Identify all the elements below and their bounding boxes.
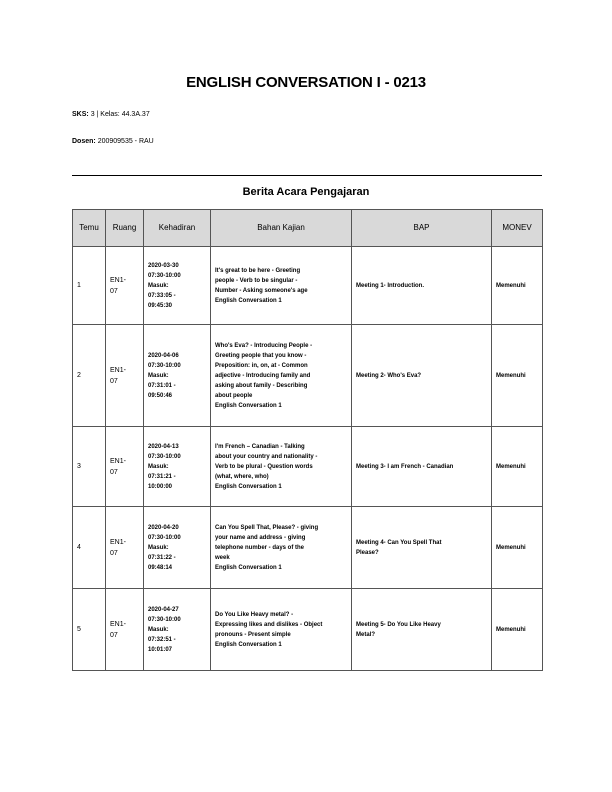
ruang-line: 07 xyxy=(110,631,118,639)
kehadiran-line: 07:30-10:00 xyxy=(148,616,181,623)
kehadiran-line: 09:50:46 xyxy=(148,392,173,399)
bahan-line: Do You Like Heavy metal? - xyxy=(215,611,294,618)
col-header-kehadiran: Kehadiran xyxy=(144,210,211,247)
table-row xyxy=(73,325,543,427)
bahan-line: English Conversation 1 xyxy=(215,402,282,409)
kehadiran-line: 2020-04-27 xyxy=(148,606,179,613)
lecturer-info xyxy=(72,138,154,145)
cell-ruang xyxy=(106,427,144,507)
bap-line: Meeting 5- Do You Like Heavy xyxy=(356,621,441,628)
bahan-line: Number - Asking someone's age xyxy=(215,287,308,294)
col-header-monev: MONEV xyxy=(492,210,543,247)
cell-bap xyxy=(352,325,492,427)
bahan-line: your name and address - giving xyxy=(215,534,306,541)
cell-bap xyxy=(352,589,492,671)
sks-value: 3 | Kelas: 44.3A.37 xyxy=(90,111,150,118)
cell-bap xyxy=(352,507,492,589)
cell-monev: Memenuhi xyxy=(492,507,543,589)
bahan-line: Preposition: in, on, at - Common xyxy=(215,362,308,369)
ruang-line: EN1- xyxy=(110,620,126,628)
bahan-line: about people xyxy=(215,392,253,399)
bap-line: Metal? xyxy=(356,631,376,638)
bap-line: Meeting 1- Introduction. xyxy=(356,282,424,289)
kehadiran-line: 07:30-10:00 xyxy=(148,362,181,369)
cell-kehadiran xyxy=(144,247,211,325)
course-title: ENGLISH CONVERSATION I - 0213 xyxy=(186,74,426,91)
ruang-line: EN1- xyxy=(110,538,126,546)
table-row xyxy=(73,507,543,589)
table-header-row xyxy=(73,210,543,247)
bahan-line: English Conversation 1 xyxy=(215,564,282,571)
cell-kehadiran xyxy=(144,589,211,671)
cell-kehadiran xyxy=(144,507,211,589)
kehadiran-line: Masuk: xyxy=(148,544,169,551)
kehadiran-line: 07:30-10:00 xyxy=(148,453,181,460)
cell-bahan-kajian xyxy=(211,247,352,325)
kehadiran-line: 07:32:51 - xyxy=(148,636,176,643)
cell-bahan-kajian xyxy=(211,325,352,427)
ruang-line: EN1- xyxy=(110,276,126,284)
bahan-line: week xyxy=(215,554,230,561)
kehadiran-line: 2020-04-06 xyxy=(148,352,179,359)
bahan-line: Greeting people that you know - xyxy=(215,352,307,359)
ruang-line: 07 xyxy=(110,468,118,476)
bahan-line: Who's Eva? - Introducing People - xyxy=(215,342,313,349)
ruang-line: 07 xyxy=(110,377,118,385)
kehadiran-line: 07:30-10:00 xyxy=(148,272,181,279)
kehadiran-line: Masuk: xyxy=(148,282,169,289)
cell-temu: 5 xyxy=(73,589,106,671)
table-row xyxy=(73,247,543,325)
bahan-line: English Conversation 1 xyxy=(215,297,282,304)
cell-monev: Memenuhi xyxy=(492,427,543,507)
ruang-line: 07 xyxy=(110,287,118,295)
kehadiran-line: 2020-04-13 xyxy=(148,443,179,450)
kehadiran-line: Masuk: xyxy=(148,626,169,633)
ruang-line: 07 xyxy=(110,549,118,557)
bahan-line: people - Verb to be singular - xyxy=(215,277,298,284)
bahan-line: English Conversation 1 xyxy=(215,641,282,648)
bahan-line: It's great to be here - Greeting xyxy=(215,267,301,274)
col-header-bahan-kajian: Bahan Kajian xyxy=(211,210,352,247)
col-header-temu: Temu xyxy=(73,210,106,247)
cell-temu: 4 xyxy=(73,507,106,589)
kehadiran-line: 2020-03-30 xyxy=(148,262,179,269)
bahan-line: asking about family - Describing xyxy=(215,382,308,389)
cell-bahan-kajian xyxy=(211,589,352,671)
cell-bahan-kajian xyxy=(211,507,352,589)
kehadiran-line: 07:30-10:00 xyxy=(148,534,181,541)
ruang-line: EN1- xyxy=(110,457,126,465)
cell-temu: 1 xyxy=(73,247,106,325)
bahan-line: adjective - Introducing family and xyxy=(215,372,311,379)
col-header-bap: BAP xyxy=(352,210,492,247)
bahan-line: Can You Spell That, Please? - giving xyxy=(215,524,319,531)
cell-temu: 3 xyxy=(73,427,106,507)
bahan-line: telephone number - days of the xyxy=(215,544,305,551)
table-row xyxy=(73,589,543,671)
kehadiran-line: Masuk: xyxy=(148,463,169,470)
cell-bahan-kajian xyxy=(211,427,352,507)
kehadiran-line: 10:01:07 xyxy=(148,646,173,653)
dosen-value: 200909535 - RAU xyxy=(97,138,154,145)
dosen-label: Dosen: xyxy=(72,138,96,145)
cell-monev: Memenuhi xyxy=(492,589,543,671)
kehadiran-line: 07:33:05 - xyxy=(148,292,176,299)
bahan-line: about your country and nationality - xyxy=(215,453,318,460)
bap-line: Please? xyxy=(356,549,379,556)
sks-label: SKS: xyxy=(72,111,89,118)
cell-ruang xyxy=(106,589,144,671)
cell-ruang xyxy=(106,507,144,589)
bahan-line: I'm French – Canadian - Talking xyxy=(215,443,305,450)
kehadiran-line: 07:31:22 - xyxy=(148,554,176,561)
course-credits-class xyxy=(72,111,150,118)
cell-kehadiran xyxy=(144,427,211,507)
cell-monev: Memenuhi xyxy=(492,325,543,427)
table-title: Berita Acara Pengajaran xyxy=(242,186,370,198)
cell-monev: Memenuhi xyxy=(492,247,543,325)
bap-line: Meeting 3- I am French - Canadian xyxy=(356,463,454,470)
bahan-line: Verb to be plural - Question words xyxy=(215,463,313,470)
kehadiran-line: 09:45:30 xyxy=(148,302,173,309)
bahan-line: English Conversation 1 xyxy=(215,483,282,490)
cell-kehadiran xyxy=(144,325,211,427)
kehadiran-line: 07:31:21 - xyxy=(148,473,176,480)
teaching-record-table xyxy=(72,209,543,671)
cell-ruang xyxy=(106,247,144,325)
cell-ruang xyxy=(106,325,144,427)
bahan-line: Expressing likes and dislikes - Object xyxy=(215,621,323,628)
header-divider xyxy=(72,175,542,176)
cell-bap xyxy=(352,247,492,325)
kehadiran-line: 09:48:14 xyxy=(148,564,173,571)
bap-line: Meeting 4- Can You Spell That xyxy=(356,539,442,546)
kehadiran-line: 2020-04-20 xyxy=(148,524,179,531)
ruang-line: EN1- xyxy=(110,366,126,374)
col-header-ruang: Ruang xyxy=(106,210,144,247)
cell-bap xyxy=(352,427,492,507)
kehadiran-line: 07:31:01 - xyxy=(148,382,176,389)
cell-temu: 2 xyxy=(73,325,106,427)
kehadiran-line: 10:00:00 xyxy=(148,483,173,490)
bahan-line: (what, where, who) xyxy=(215,473,269,480)
kehadiran-line: Masuk: xyxy=(148,372,169,379)
bahan-line: pronouns - Present simple xyxy=(215,631,291,638)
bap-line: Meeting 2- Who's Eva? xyxy=(356,372,422,379)
table-row xyxy=(73,427,543,507)
